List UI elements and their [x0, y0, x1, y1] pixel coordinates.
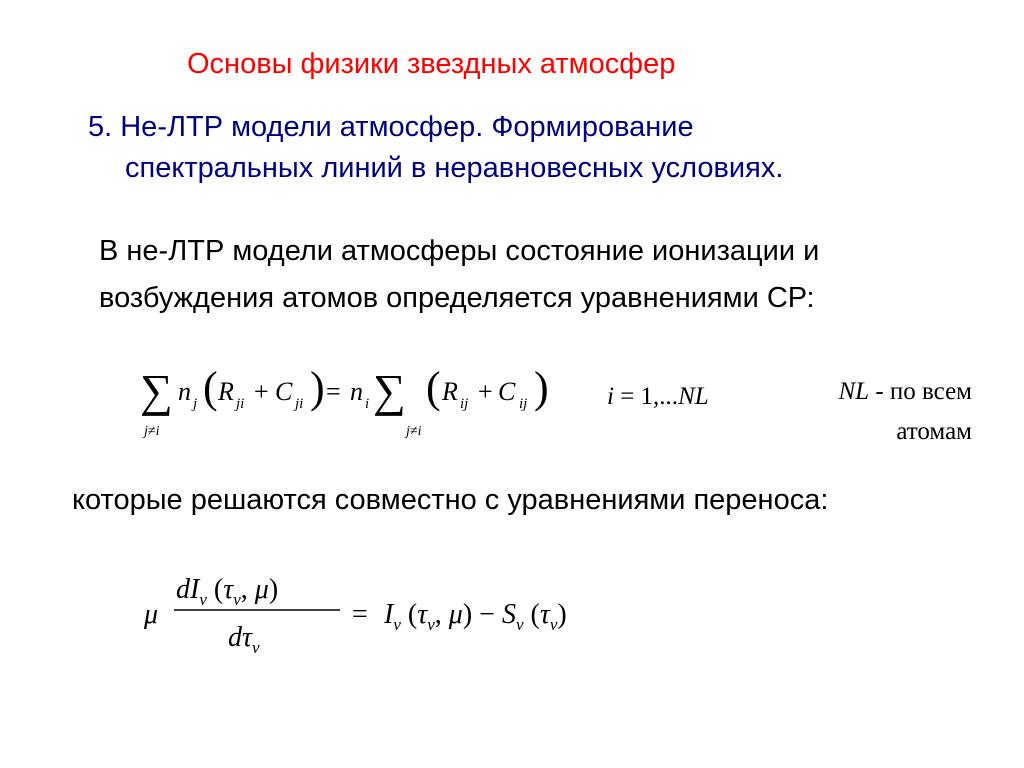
- mu-symbol: μ: [144, 599, 159, 630]
- sum-index-2: j≠i: [406, 424, 422, 439]
- svg-text:ji: ji: [236, 396, 245, 412]
- n-j: n: [178, 377, 191, 406]
- subtitle-line-1: 5. Не-ЛТР модели атмосфер. Формирование: [88, 111, 694, 143]
- nl-note-text-2: атомам: [896, 418, 972, 445]
- nl-symbol: NL: [838, 378, 870, 405]
- paragraph-intro: [99, 228, 819, 322]
- sum-index-1: j≠i: [144, 424, 160, 439]
- slide-subtitle: [88, 107, 783, 189]
- n-i: n: [350, 377, 363, 406]
- svg-text:(: (: [426, 363, 441, 412]
- sum-sign-1: ∑: [140, 365, 173, 416]
- C-ji: C: [275, 377, 293, 406]
- paragraph-intro-line-2: возбуждения атомов определяется уравнениями СР:: [99, 282, 815, 314]
- slide-title: Основы физики звездных атмосфер: [187, 48, 676, 80]
- svg-text:+: +: [478, 377, 493, 406]
- svg-text:=: =: [352, 599, 368, 630]
- subtitle-line-2: спектральных линий в неравновесных условиях.: [125, 152, 784, 184]
- svg-text:(: (: [203, 363, 218, 412]
- right-hand-side: $I_\nu$ ($\tau_\nu$, $\mu) - S_\nu$ $(\tau_\nu)$: [384, 599, 567, 634]
- svg-text:j: j: [193, 396, 198, 412]
- nl-note: [760, 372, 972, 452]
- svg-text:i: i: [365, 396, 370, 412]
- svg-text:+: +: [254, 377, 269, 406]
- fraction-numerator: $dI_\nu$ ($\tau_\nu$, μ): [176, 574, 279, 609]
- paragraph-transfer: которые решаются совместно с уравнениями переноса:: [72, 484, 829, 516]
- fraction-denominator: $d\tau_\nu$: [228, 622, 260, 657]
- nl-note-text-1: - по всем: [869, 378, 972, 405]
- sum-sign-2: ∑: [373, 365, 406, 416]
- svg-text:ji: ji: [295, 396, 304, 412]
- C-ij: C: [498, 377, 516, 406]
- paragraph-intro-line-1: В не-ЛТР модели атмосферы состояние ионизации и: [99, 235, 820, 267]
- radiative-transfer-equation: [140, 568, 680, 658]
- svg-text:=: =: [326, 377, 341, 406]
- svg-text:ij: ij: [460, 396, 469, 412]
- svg-text:): ): [534, 363, 549, 412]
- R-ij: R: [442, 377, 458, 406]
- R-ji: R: [218, 377, 234, 406]
- equation-condition: i = 1,...NL: [607, 383, 709, 410]
- statistical-equilibrium-equation: [140, 358, 780, 448]
- svg-text:ij: ij: [519, 396, 528, 412]
- svg-text:): ): [310, 363, 325, 412]
